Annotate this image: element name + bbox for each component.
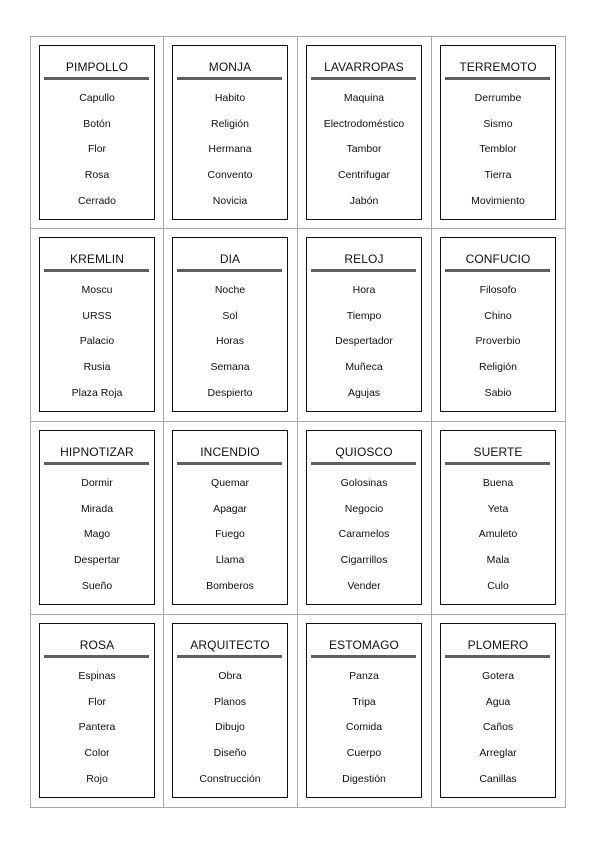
word-card bbox=[39, 237, 155, 412]
card-title: KREMLIN bbox=[69, 252, 125, 266]
forbidden-word-list bbox=[173, 91, 287, 219]
card-title: ROSA bbox=[79, 638, 115, 652]
card-cell bbox=[164, 422, 298, 615]
forbidden-word: Agua bbox=[485, 695, 511, 708]
forbidden-word: Habito bbox=[214, 92, 246, 104]
forbidden-word-list bbox=[173, 669, 287, 797]
forbidden-word: Arreglar bbox=[479, 747, 517, 760]
title-underline bbox=[311, 655, 416, 658]
forbidden-word: Fuego bbox=[215, 528, 245, 541]
forbidden-word: Novicia bbox=[212, 194, 248, 207]
forbidden-word: Construcción bbox=[199, 772, 261, 785]
card-cell bbox=[164, 229, 298, 422]
forbidden-word: Filosofo bbox=[479, 284, 517, 296]
card-title: INCENDIO bbox=[200, 445, 260, 459]
forbidden-word-list bbox=[40, 476, 154, 604]
card-cell bbox=[298, 615, 432, 808]
forbidden-word: Negocio bbox=[344, 502, 384, 515]
forbidden-word: Convento bbox=[207, 169, 253, 182]
forbidden-word-list bbox=[307, 476, 421, 604]
forbidden-word-list bbox=[307, 669, 421, 797]
card-title: ARQUITECTO bbox=[190, 638, 270, 652]
card-cell bbox=[30, 615, 164, 808]
forbidden-word: Cerrado bbox=[78, 194, 116, 207]
word-card bbox=[172, 623, 288, 798]
forbidden-word: Panza bbox=[349, 670, 379, 682]
forbidden-word: Tripa bbox=[352, 695, 376, 708]
word-card bbox=[172, 45, 288, 220]
forbidden-word: Agujas bbox=[347, 386, 381, 399]
title-underline bbox=[177, 462, 282, 465]
forbidden-word: Diseño bbox=[213, 747, 247, 760]
title-underline bbox=[445, 655, 550, 658]
word-card bbox=[306, 430, 422, 605]
word-card bbox=[306, 45, 422, 220]
forbidden-word: Hermana bbox=[208, 143, 252, 156]
forbidden-word-list bbox=[441, 283, 555, 411]
card-sheet bbox=[30, 36, 566, 808]
title-underline bbox=[44, 77, 149, 80]
forbidden-word: Comida bbox=[345, 721, 383, 734]
card-cell bbox=[30, 229, 164, 422]
title-underline bbox=[311, 77, 416, 80]
forbidden-word: Dormir bbox=[81, 477, 113, 489]
forbidden-word: Palacio bbox=[79, 335, 115, 348]
title-underline bbox=[44, 269, 149, 272]
forbidden-word: Religión bbox=[211, 117, 249, 130]
card-title: LAVARROPAS bbox=[324, 60, 404, 74]
title-underline bbox=[177, 269, 282, 272]
forbidden-word: Obra bbox=[218, 670, 242, 682]
word-card bbox=[39, 430, 155, 605]
forbidden-word-list bbox=[40, 283, 154, 411]
forbidden-word: Temblor bbox=[479, 143, 517, 156]
forbidden-word-list bbox=[307, 283, 421, 411]
forbidden-word: Tiempo bbox=[346, 309, 382, 322]
forbidden-word: Amuleto bbox=[478, 528, 518, 541]
forbidden-word: Despierto bbox=[207, 386, 253, 399]
card-title: MONJA bbox=[208, 60, 252, 74]
forbidden-word: Sol bbox=[222, 309, 238, 322]
forbidden-word: Buena bbox=[482, 477, 514, 489]
title-underline bbox=[445, 269, 550, 272]
forbidden-word: Jabón bbox=[349, 194, 379, 207]
forbidden-word: Movimiento bbox=[471, 194, 525, 207]
card-title: TERREMOTO bbox=[459, 60, 537, 74]
forbidden-word: Sueño bbox=[81, 579, 113, 592]
forbidden-word: Gotera bbox=[481, 670, 515, 682]
forbidden-word: Tambor bbox=[346, 143, 382, 156]
card-title: PLOMERO bbox=[467, 638, 529, 652]
card-cell bbox=[30, 36, 164, 229]
title-underline bbox=[445, 462, 550, 465]
card-cell bbox=[164, 615, 298, 808]
word-card bbox=[440, 45, 556, 220]
forbidden-word: Despertador bbox=[335, 335, 393, 348]
forbidden-word: Culo bbox=[487, 579, 509, 592]
forbidden-word: Tierra bbox=[484, 169, 512, 182]
forbidden-word: Golosinas bbox=[340, 477, 388, 489]
forbidden-word: Noche bbox=[214, 284, 246, 296]
forbidden-word: Sismo bbox=[483, 117, 513, 130]
forbidden-word: Yeta bbox=[487, 502, 509, 515]
forbidden-word: Dibujo bbox=[215, 721, 245, 734]
forbidden-word-list bbox=[441, 476, 555, 604]
forbidden-word: Religión bbox=[479, 361, 517, 374]
card-cell bbox=[432, 229, 566, 422]
card-title: HIPNOTIZAR bbox=[60, 445, 134, 459]
forbidden-word: Quemar bbox=[211, 477, 249, 489]
title-underline bbox=[177, 655, 282, 658]
forbidden-word-list bbox=[173, 476, 287, 604]
card-title: CONFUCIO bbox=[465, 252, 531, 266]
forbidden-word: Chino bbox=[484, 309, 512, 322]
forbidden-word-list bbox=[40, 669, 154, 797]
forbidden-word: Despertar bbox=[73, 554, 121, 567]
forbidden-word: Semana bbox=[210, 361, 250, 374]
title-underline bbox=[177, 77, 282, 80]
forbidden-word: Plaza Roja bbox=[71, 386, 123, 399]
forbidden-word: Maquina bbox=[343, 92, 385, 104]
forbidden-word: Digestión bbox=[342, 772, 386, 785]
title-underline bbox=[445, 77, 550, 80]
card-title: RELOJ bbox=[344, 252, 384, 266]
card-title: ESTOMAGO bbox=[329, 638, 399, 652]
forbidden-word: Rosa bbox=[84, 169, 110, 182]
title-underline bbox=[311, 269, 416, 272]
forbidden-word: Rusia bbox=[83, 361, 111, 374]
forbidden-word-list bbox=[441, 91, 555, 219]
forbidden-word: Capullo bbox=[79, 92, 115, 104]
forbidden-word-list bbox=[173, 283, 287, 411]
forbidden-word: Sabio bbox=[484, 386, 512, 399]
forbidden-word: Rojo bbox=[86, 772, 108, 785]
word-card bbox=[306, 237, 422, 412]
forbidden-word: Mala bbox=[486, 554, 510, 567]
title-underline bbox=[44, 462, 149, 465]
card-cell bbox=[164, 36, 298, 229]
forbidden-word: URSS bbox=[82, 309, 112, 322]
forbidden-word: Proverbio bbox=[475, 335, 521, 348]
forbidden-word: Derrumbe bbox=[474, 92, 522, 104]
forbidden-word: Llama bbox=[215, 554, 245, 567]
title-underline bbox=[311, 462, 416, 465]
forbidden-word: Canillas bbox=[479, 772, 517, 785]
forbidden-word: Espinas bbox=[78, 670, 116, 682]
title-underline bbox=[44, 655, 149, 658]
forbidden-word: Planos bbox=[213, 695, 247, 708]
forbidden-word: Cigarrillos bbox=[340, 554, 388, 567]
forbidden-word: Caños bbox=[482, 721, 514, 734]
forbidden-word: Muñeca bbox=[345, 361, 383, 374]
forbidden-word: Centrifugar bbox=[338, 169, 390, 182]
forbidden-word: Flor bbox=[87, 695, 107, 708]
forbidden-word: Pantera bbox=[78, 721, 116, 734]
card-cell bbox=[298, 229, 432, 422]
forbidden-word: Mirada bbox=[80, 502, 114, 515]
word-card bbox=[306, 623, 422, 798]
word-card bbox=[440, 237, 556, 412]
word-card bbox=[172, 237, 288, 412]
card-title: QUIOSCO bbox=[335, 445, 393, 459]
card-cell bbox=[432, 36, 566, 229]
forbidden-word: Horas bbox=[215, 335, 244, 348]
card-cell bbox=[298, 36, 432, 229]
forbidden-word-list bbox=[307, 91, 421, 219]
forbidden-word: Apagar bbox=[213, 502, 247, 515]
word-card bbox=[39, 45, 155, 220]
card-cell bbox=[30, 422, 164, 615]
forbidden-word: Electrodoméstico bbox=[323, 117, 405, 130]
word-card bbox=[172, 430, 288, 605]
forbidden-word: Cuerpo bbox=[346, 747, 382, 760]
card-title: PIMPOLLO bbox=[65, 60, 129, 74]
card-cell bbox=[298, 422, 432, 615]
forbidden-word-list bbox=[40, 91, 154, 219]
forbidden-word: Botón bbox=[83, 117, 111, 130]
forbidden-word: Flor bbox=[87, 143, 107, 156]
forbidden-word: Moscu bbox=[81, 284, 113, 296]
forbidden-word: Bomberos bbox=[206, 579, 254, 592]
card-cell bbox=[432, 422, 566, 615]
card-title: SUERTE bbox=[473, 445, 523, 459]
forbidden-word: Mago bbox=[83, 528, 111, 541]
forbidden-word-list bbox=[441, 669, 555, 797]
forbidden-word: Hora bbox=[352, 284, 376, 296]
word-card bbox=[39, 623, 155, 798]
card-title: DIA bbox=[219, 252, 241, 266]
word-card bbox=[440, 623, 556, 798]
word-card bbox=[440, 430, 556, 605]
forbidden-word: Vender bbox=[347, 579, 381, 592]
forbidden-word: Caramelos bbox=[338, 528, 390, 541]
card-cell bbox=[432, 615, 566, 808]
forbidden-word: Color bbox=[84, 747, 110, 760]
